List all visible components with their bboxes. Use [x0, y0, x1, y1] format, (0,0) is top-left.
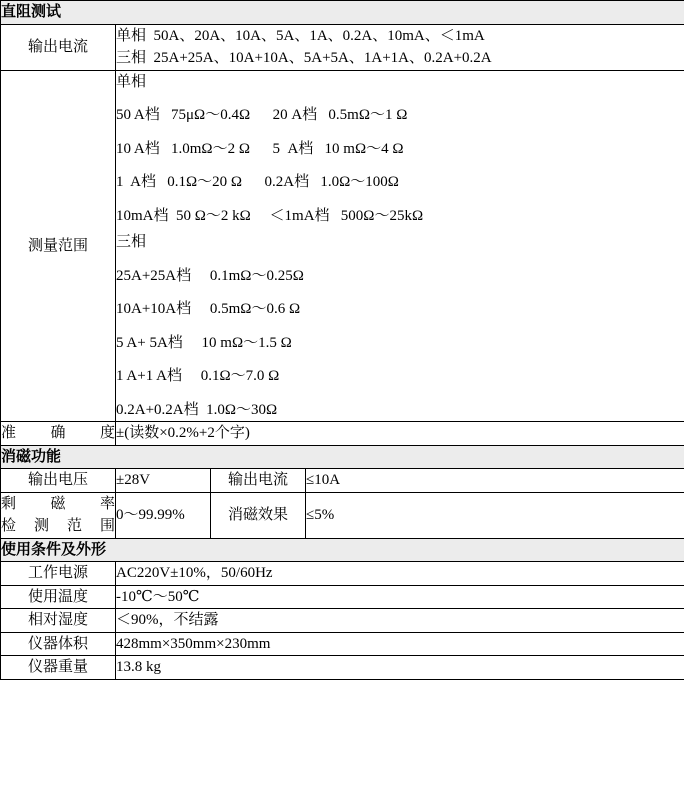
range-line-1a1a: 1 A+1 A档 0.1Ω～7.0 Ω [116, 368, 280, 384]
row-value-output-voltage: ±28V [116, 469, 211, 493]
output-current-three-phase: 三相 25A+25A、10A+10A、5A+5A、1A+1A、0.2A+0.2A [116, 50, 492, 66]
row-label-output-current: 输出电流 [1, 24, 116, 70]
row-value-demag-output-current: ≤10A [306, 469, 684, 493]
row-value-demag-effect: ≤5% [306, 492, 684, 538]
residual-magnetism-label-line1: 剩 磁 率 [1, 495, 115, 512]
section-header-demagnetization: 消磁功能 [1, 445, 684, 469]
section-header-row [1, 445, 684, 469]
table-row [1, 585, 684, 609]
section-header-row [1, 1, 684, 25]
section-header-dc-resistance: 直阻测试 [1, 1, 684, 25]
table-row [1, 24, 684, 70]
row-value-dimensions: 428mm×350mm×230mm [116, 632, 684, 656]
range-line-10a10a: 10A+10A档 0.5mΩ～0.6 Ω [116, 301, 301, 317]
output-current-single-phase: 单相 50A、20A、10A、5A、1A、0.2A、10mA、＜1mA [116, 27, 485, 44]
range-line-5a5a: 5 A+ 5A档 10 mΩ～1.5 Ω [116, 334, 292, 351]
section-header-row [1, 538, 684, 562]
row-label-demag-output-current: 输出电流 [211, 469, 306, 493]
table-row [1, 469, 684, 493]
table-row [1, 632, 684, 656]
row-value-operating-temperature: -10℃～50℃ [116, 585, 684, 609]
row-label-power-supply: 工作电源 [1, 562, 116, 586]
row-label-relative-humidity: 相对湿度 [1, 609, 116, 633]
range-line-10a: 10 A档 1.0mΩ～2 Ω 5 A档 10 mΩ～4 Ω [116, 140, 404, 157]
measuring-range-single-phase-title: 单相 [116, 73, 147, 90]
row-label-measuring-range: 测量范围 [1, 70, 116, 422]
residual-magnetism-label-line2: 检测范围 [1, 518, 115, 534]
row-label-demag-effect: 消磁效果 [211, 492, 306, 538]
row-value-power-supply: AC220V±10%，50/60Hz [116, 562, 684, 586]
range-line-50a: 50 A档 75μΩ～0.4Ω 20 A档 0.5mΩ～1 Ω [116, 107, 408, 123]
row-value-relative-humidity: ＜90%，不结露 [116, 609, 684, 633]
row-label-residual-magnetism-range [1, 492, 116, 538]
row-label-operating-temperature: 使用温度 [1, 585, 116, 609]
row-value-output-current [116, 24, 684, 70]
measuring-range-three-phase-title: 三相 [116, 234, 147, 250]
range-line-10ma: 10mA档 50 Ω～2 kΩ ＜1mA档 500Ω～25kΩ [116, 207, 424, 224]
table-row [1, 70, 684, 422]
range-line-25a25a: 25A+25A档 0.1mΩ～0.25Ω [116, 267, 304, 284]
section-header-operating-conditions: 使用条件及外形 [1, 538, 684, 562]
table-row [1, 422, 684, 446]
row-value-measuring-range [116, 70, 684, 422]
row-value-accuracy: ±(读数×0.2%+2个字) [116, 422, 684, 446]
table-row [1, 562, 684, 586]
table-row [1, 609, 684, 633]
table-row [1, 656, 684, 680]
row-value-weight: 13.8 kg [116, 656, 684, 680]
row-label-dimensions: 仪器体积 [1, 632, 116, 656]
row-label-accuracy: 准 确 度 [1, 422, 116, 446]
row-label-output-voltage: 输出电压 [1, 469, 116, 493]
row-label-weight: 仪器重量 [1, 656, 116, 680]
table-row [1, 492, 684, 538]
range-line-1a: 1 A档 0.1Ω～20 Ω 0.2A档 1.0Ω～100Ω [116, 174, 399, 190]
range-line-02a02a: 0.2A+0.2A档 1.0Ω～30Ω [116, 401, 278, 418]
row-value-residual-magnetism-range: 0～99.99% [116, 492, 211, 538]
